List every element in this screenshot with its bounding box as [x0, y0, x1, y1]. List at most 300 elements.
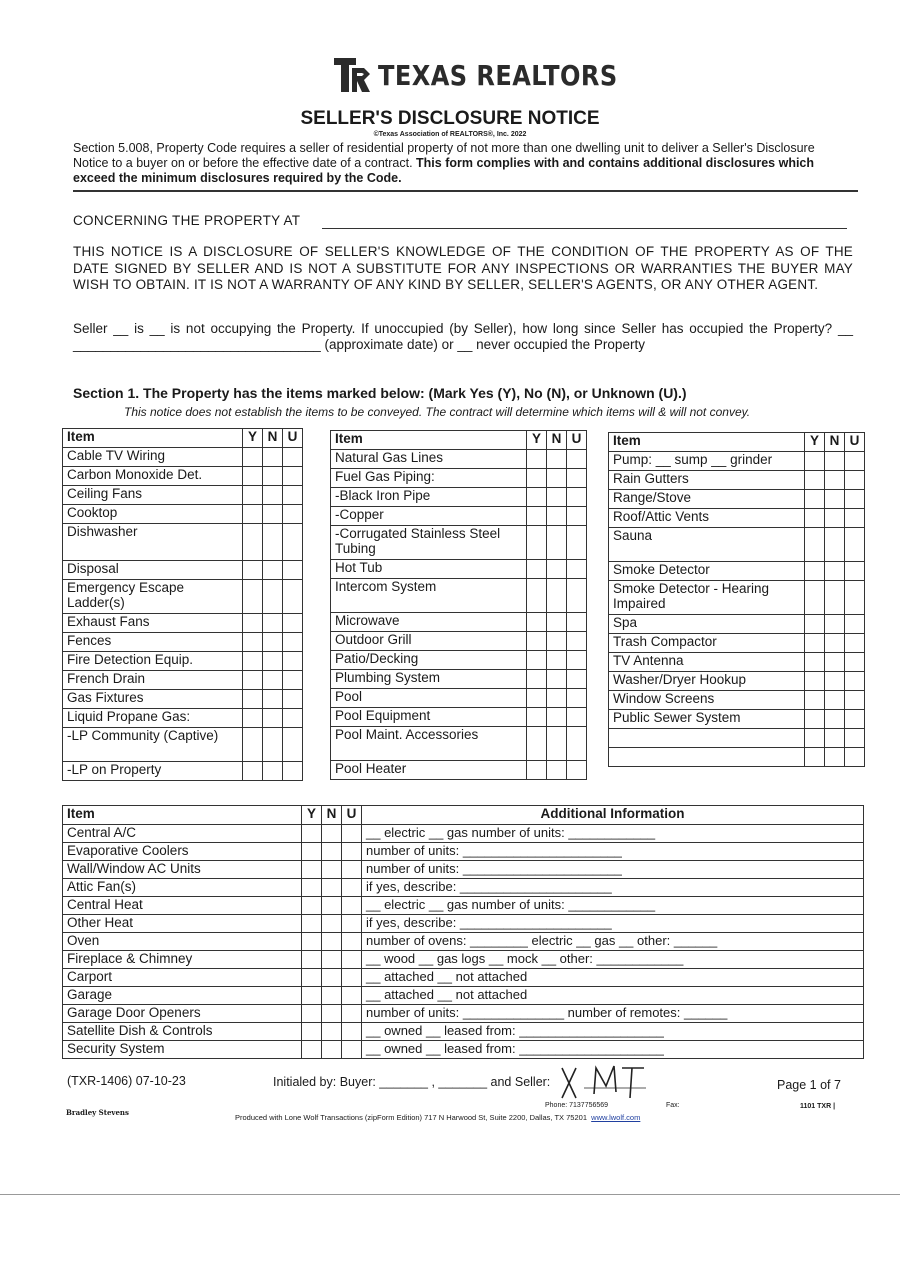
mark-y-cell[interactable] — [805, 729, 825, 748]
item-label: Carport — [63, 969, 302, 987]
mark-n-cell[interactable] — [322, 933, 342, 951]
mark-n-cell[interactable] — [547, 560, 567, 579]
header-rule — [73, 190, 858, 192]
mark-n-cell[interactable] — [322, 1023, 342, 1041]
mark-u-cell[interactable] — [283, 690, 303, 709]
mark-n-cell[interactable] — [547, 526, 567, 560]
mark-y-cell[interactable] — [527, 689, 547, 708]
mark-u-cell[interactable] — [567, 613, 587, 632]
table-row — [609, 452, 865, 471]
mark-n-cell[interactable] — [825, 653, 845, 672]
item-label: Fences — [63, 633, 243, 652]
table-row — [63, 969, 864, 987]
mark-u-cell[interactable] — [845, 748, 865, 767]
item-label: Smoke Detector - Hearing Impaired — [609, 581, 805, 615]
table-row — [63, 987, 864, 1005]
mark-y-cell[interactable] — [302, 1041, 322, 1059]
mark-n-cell[interactable] — [825, 634, 845, 653]
mark-u-cell[interactable] — [567, 689, 587, 708]
table-row — [63, 951, 864, 969]
table-row — [609, 615, 865, 634]
mark-n-cell[interactable] — [263, 486, 283, 505]
col-item: Item — [331, 431, 527, 450]
mark-y-cell[interactable] — [527, 632, 547, 651]
mark-u-cell[interactable] — [845, 509, 865, 528]
produced-text: Produced with Lone Wolf Transactions (zipForm Edition) 717 N Harwood St, Suite 2200, Dallas, TX 75201 — [235, 1113, 587, 1122]
mark-y-cell[interactable] — [527, 651, 547, 670]
mark-n-cell[interactable] — [263, 614, 283, 633]
mark-u-cell[interactable] — [567, 469, 587, 488]
property-address-field[interactable] — [322, 213, 847, 229]
mark-n-cell[interactable] — [263, 728, 283, 762]
mark-u-cell[interactable] — [845, 634, 865, 653]
mark-y-cell[interactable] — [527, 579, 547, 613]
mark-u-cell[interactable] — [567, 507, 587, 526]
mark-y-cell[interactable] — [527, 526, 547, 560]
mark-y-cell[interactable] — [302, 861, 322, 879]
item-label: Patio/Decking — [331, 651, 527, 670]
mark-n-cell[interactable] — [322, 897, 342, 915]
item-label: Emergency Escape Ladder(s) — [63, 580, 243, 614]
mark-y-cell[interactable] — [243, 614, 263, 633]
mark-u-cell[interactable] — [342, 1005, 362, 1023]
form-title: SELLER'S DISCLOSURE NOTICE — [300, 108, 600, 129]
mark-y-cell[interactable] — [243, 505, 263, 524]
col-n: N — [263, 429, 283, 448]
mark-u-cell[interactable] — [567, 632, 587, 651]
mark-y-cell[interactable] — [805, 710, 825, 729]
mark-y-cell[interactable] — [805, 615, 825, 634]
mark-y-cell[interactable] — [302, 843, 322, 861]
mark-n-cell[interactable] — [825, 490, 845, 509]
mark-u-cell[interactable] — [845, 528, 865, 562]
mark-n-cell[interactable] — [825, 672, 845, 691]
mark-u-cell[interactable] — [342, 969, 362, 987]
mark-y-cell[interactable] — [243, 728, 263, 762]
table-row — [609, 748, 865, 767]
mark-y-cell[interactable] — [243, 448, 263, 467]
item-label: -Black Iron Pipe — [331, 488, 527, 507]
mark-y-cell[interactable] — [302, 915, 322, 933]
mark-y-cell[interactable] — [527, 488, 547, 507]
mark-n-cell[interactable] — [322, 915, 342, 933]
mark-n-cell[interactable] — [263, 580, 283, 614]
realtors-logo-icon — [334, 58, 372, 92]
concerning-label: CONCERNING THE PROPERTY AT — [73, 213, 301, 228]
mark-y-cell[interactable] — [243, 671, 263, 690]
mark-n-cell[interactable] — [825, 471, 845, 490]
table-row — [609, 471, 865, 490]
mark-n-cell[interactable] — [263, 561, 283, 580]
mark-u-cell[interactable] — [342, 843, 362, 861]
table-row — [609, 528, 865, 562]
mark-n-cell[interactable] — [547, 579, 567, 613]
item-label: Pool Maint. Accessories — [331, 727, 527, 761]
mark-n-cell[interactable] — [322, 951, 342, 969]
table-row — [63, 1023, 864, 1041]
table-row — [63, 561, 303, 580]
additional-info[interactable]: number of units: ______________________ — [362, 861, 864, 879]
item-label: -LP on Property — [63, 762, 243, 781]
mark-y-cell[interactable] — [805, 672, 825, 691]
table-row — [331, 450, 587, 469]
table-row — [331, 579, 587, 613]
mark-y-cell[interactable] — [805, 509, 825, 528]
table-row — [63, 728, 303, 762]
mark-u-cell[interactable] — [283, 709, 303, 728]
mark-n-cell[interactable] — [547, 507, 567, 526]
lwolf-link[interactable]: www.lwolf.com — [591, 1113, 641, 1122]
mark-n-cell[interactable] — [263, 467, 283, 486]
additional-info[interactable]: if yes, describe: _____________________ — [362, 915, 864, 933]
col-item: Item — [63, 429, 243, 448]
item-label: Garage Door Openers — [63, 1005, 302, 1023]
mark-n-cell[interactable] — [825, 528, 845, 562]
produced-with — [235, 1113, 640, 1122]
item-label: Fuel Gas Piping: — [331, 469, 527, 488]
item-label: Other Heat — [63, 915, 302, 933]
mark-u-cell[interactable] — [342, 879, 362, 897]
mark-u-cell[interactable] — [283, 614, 303, 633]
mark-n-cell[interactable] — [263, 709, 283, 728]
mark-y-cell[interactable] — [805, 471, 825, 490]
mark-u-cell[interactable] — [567, 579, 587, 613]
mark-y-cell[interactable] — [527, 708, 547, 727]
item-label: Gas Fixtures — [63, 690, 243, 709]
item-label: Window Screens — [609, 691, 805, 710]
col-u: U — [845, 433, 865, 452]
item-label: Carbon Monoxide Det. — [63, 467, 243, 486]
mark-u-cell[interactable] — [567, 560, 587, 579]
mark-n-cell[interactable] — [825, 581, 845, 615]
table-row — [331, 469, 587, 488]
item-label: Garage — [63, 987, 302, 1005]
mark-u-cell[interactable] — [567, 450, 587, 469]
table-row — [331, 761, 587, 780]
mark-u-cell[interactable] — [342, 933, 362, 951]
mark-n-cell[interactable] — [825, 748, 845, 767]
mark-y-cell[interactable] — [805, 581, 825, 615]
intro-normal: Section 5.008, Property Code requires a seller of residential property of not more than one dwelling unit to deliver a Seller's Disclosure Notice to a buyer on or before the effective date of a contract. — [73, 141, 815, 170]
mark-y-cell[interactable] — [302, 987, 322, 1005]
mark-n-cell[interactable] — [322, 1005, 342, 1023]
item-label: Outdoor Grill — [331, 632, 527, 651]
table-row — [63, 1005, 864, 1023]
mark-y-cell[interactable] — [243, 633, 263, 652]
mark-n-cell[interactable] — [322, 861, 342, 879]
mark-u-cell[interactable] — [342, 987, 362, 1005]
mark-n-cell[interactable] — [825, 452, 845, 471]
col-n: N — [825, 433, 845, 452]
mark-n-cell[interactable] — [547, 450, 567, 469]
item-label: Satellite Dish & Controls — [63, 1023, 302, 1041]
table-row — [331, 651, 587, 670]
mark-y-cell[interactable] — [805, 691, 825, 710]
mark-u-cell[interactable] — [567, 526, 587, 560]
mark-y-cell[interactable] — [243, 486, 263, 505]
mark-y-cell[interactable] — [302, 879, 322, 897]
mark-y-cell[interactable] — [243, 709, 263, 728]
mark-u-cell[interactable] — [283, 524, 303, 561]
table-row — [331, 670, 587, 689]
mark-u-cell[interactable] — [283, 486, 303, 505]
mark-n-cell[interactable] — [547, 670, 567, 689]
notice-paragraph: THIS NOTICE IS A DISCLOSURE OF SELLER'S KNOWLEDGE OF THE CONDITION OF THE PROPERTY AS OF THE DATE SIGNED BY SELLER AND IS NOT A SUBSTITUTE FOR ANY INSPECTIONS OR WARRANTIES THE BUYER MAY WISH TO OBTAIN. IT IS NOT A WARRANTY OF ANY KIND BY SELLER, SELLER'S AGENTS, OR ANY OTHER AGENT. — [73, 244, 853, 292]
mark-u-cell[interactable] — [567, 651, 587, 670]
table-row — [63, 762, 303, 781]
mark-y-cell[interactable] — [805, 562, 825, 581]
texas-realtors-logo — [334, 58, 657, 92]
mark-n-cell[interactable] — [322, 879, 342, 897]
mark-y-cell[interactable] — [302, 897, 322, 915]
mark-u-cell[interactable] — [342, 1023, 362, 1041]
item-label: Cooktop — [63, 505, 243, 524]
mark-y-cell[interactable] — [302, 951, 322, 969]
mark-u-cell[interactable] — [342, 861, 362, 879]
table-row — [63, 633, 303, 652]
additional-info[interactable]: __ wood __ gas logs __ mock __ other: ____________ — [362, 951, 864, 969]
item-label — [609, 748, 805, 767]
table-row — [63, 486, 303, 505]
mark-u-cell[interactable] — [283, 561, 303, 580]
item-label: Public Sewer System — [609, 710, 805, 729]
mark-n-cell[interactable] — [547, 761, 567, 780]
item-label: Exhaust Fans — [63, 614, 243, 633]
table-row — [331, 526, 587, 560]
item-label: Trash Compactor — [609, 634, 805, 653]
mark-u-cell[interactable] — [567, 708, 587, 727]
col-y: Y — [243, 429, 263, 448]
table-row — [331, 560, 587, 579]
mark-y-cell[interactable] — [527, 670, 547, 689]
item-label: -LP Community (Captive) — [63, 728, 243, 762]
mark-y-cell[interactable] — [805, 528, 825, 562]
mark-y-cell[interactable] — [243, 652, 263, 671]
seller-initials-signature — [556, 1060, 646, 1100]
item-label: Roof/Attic Vents — [609, 509, 805, 528]
mark-u-cell[interactable] — [845, 729, 865, 748]
mark-u-cell[interactable] — [283, 580, 303, 614]
section1-note: This notice does not establish the items to be conveyed. The contract will determine which items will & will not convey. — [124, 405, 751, 419]
mark-y-cell[interactable] — [527, 761, 547, 780]
mark-n-cell[interactable] — [263, 448, 283, 467]
additional-info[interactable]: __ attached __ not attached — [362, 987, 864, 1005]
mark-n-cell[interactable] — [263, 690, 283, 709]
mark-y-cell[interactable] — [805, 653, 825, 672]
table-row — [63, 614, 303, 633]
item-label: -Copper — [331, 507, 527, 526]
agent-name: Bradley Stevens — [66, 1108, 129, 1117]
mark-y-cell[interactable] — [527, 560, 547, 579]
mark-u-cell[interactable] — [342, 915, 362, 933]
mark-y-cell[interactable] — [805, 634, 825, 653]
mark-u-cell[interactable] — [283, 448, 303, 467]
mark-y-cell[interactable] — [805, 748, 825, 767]
table-row — [63, 1041, 864, 1059]
mark-u-cell[interactable] — [845, 691, 865, 710]
mark-n-cell[interactable] — [322, 843, 342, 861]
table-row — [63, 690, 303, 709]
item-label: Pump: __ sump __ grinder — [609, 452, 805, 471]
mark-n-cell[interactable] — [825, 729, 845, 748]
col-item: Item — [609, 433, 805, 452]
fax-label: Fax: — [666, 1102, 680, 1109]
mark-u-cell[interactable] — [283, 762, 303, 781]
additional-info[interactable]: number of units: ______________ number of remotes: ______ — [362, 1005, 864, 1023]
phone-number: Phone: 7137756569 — [545, 1102, 609, 1109]
mark-u-cell[interactable] — [342, 1041, 362, 1059]
form-code: 1101 TXR | — [800, 1103, 836, 1110]
mark-u-cell[interactable] — [342, 951, 362, 969]
form-id: (TXR-1406) 07-10-23 — [67, 1074, 186, 1088]
mark-n-cell[interactable] — [547, 469, 567, 488]
mark-y-cell[interactable] — [527, 507, 547, 526]
mark-y-cell[interactable] — [243, 762, 263, 781]
col-n: N — [322, 806, 342, 825]
col-u: U — [342, 806, 362, 825]
mark-u-cell[interactable] — [283, 467, 303, 486]
mark-u-cell[interactable] — [342, 897, 362, 915]
table-row — [63, 671, 303, 690]
mark-u-cell[interactable] — [845, 452, 865, 471]
mark-n-cell[interactable] — [322, 969, 342, 987]
additional-info[interactable]: __ electric __ gas number of units: ____________ — [362, 825, 864, 843]
mark-u-cell[interactable] — [567, 727, 587, 761]
additional-info[interactable]: number of units: ______________________ — [362, 843, 864, 861]
item-label: Washer/Dryer Hookup — [609, 672, 805, 691]
items-table-2 — [330, 430, 587, 780]
item-label: Pool Equipment — [331, 708, 527, 727]
table-row — [609, 509, 865, 528]
mark-y-cell[interactable] — [527, 450, 547, 469]
mark-n-cell[interactable] — [547, 632, 567, 651]
additional-info[interactable]: __ attached __ not attached — [362, 969, 864, 987]
table-row — [609, 672, 865, 691]
mark-n-cell[interactable] — [825, 509, 845, 528]
mark-y-cell[interactable] — [805, 490, 825, 509]
mark-n-cell[interactable] — [263, 633, 283, 652]
table-row — [331, 507, 587, 526]
mark-n-cell[interactable] — [547, 689, 567, 708]
mark-y-cell[interactable] — [243, 467, 263, 486]
mark-y-cell[interactable] — [302, 825, 322, 843]
mark-n-cell[interactable] — [547, 488, 567, 507]
mark-n-cell[interactable] — [263, 524, 283, 561]
additional-info[interactable]: if yes, describe: _____________________ — [362, 879, 864, 897]
mark-u-cell[interactable] — [845, 562, 865, 581]
mark-y-cell[interactable] — [302, 969, 322, 987]
table-row — [609, 691, 865, 710]
item-label: Attic Fan(s) — [63, 879, 302, 897]
table-row — [63, 652, 303, 671]
items-table-1 — [62, 428, 303, 781]
mark-n-cell[interactable] — [825, 691, 845, 710]
mark-n-cell[interactable] — [825, 710, 845, 729]
mark-u-cell[interactable] — [283, 652, 303, 671]
table-row — [63, 879, 864, 897]
mark-n-cell[interactable] — [322, 987, 342, 1005]
mark-n-cell[interactable] — [547, 651, 567, 670]
mark-n-cell[interactable] — [263, 671, 283, 690]
mark-u-cell[interactable] — [567, 488, 587, 507]
table-row — [331, 613, 587, 632]
item-label: Central Heat — [63, 897, 302, 915]
item-label: Wall/Window AC Units — [63, 861, 302, 879]
mark-u-cell[interactable] — [845, 672, 865, 691]
mark-u-cell[interactable] — [342, 825, 362, 843]
additional-info[interactable]: __ owned __ leased from: ____________________ — [362, 1041, 864, 1059]
mark-n-cell[interactable] — [263, 762, 283, 781]
mark-n-cell[interactable] — [322, 825, 342, 843]
mark-u-cell[interactable] — [283, 671, 303, 690]
additional-info[interactable]: __ owned __ leased from: ____________________ — [362, 1023, 864, 1041]
mark-y-cell[interactable] — [302, 1005, 322, 1023]
additional-info[interactable]: number of ovens: ________ electric __ gas __ other: ______ — [362, 933, 864, 951]
mark-y-cell[interactable] — [302, 1023, 322, 1041]
mark-y-cell[interactable] — [243, 561, 263, 580]
mark-y-cell[interactable] — [243, 524, 263, 561]
mark-u-cell[interactable] — [283, 505, 303, 524]
brand-name: TEXAS REALTORS — [378, 58, 618, 92]
mark-n-cell[interactable] — [263, 505, 283, 524]
item-label: Oven — [63, 933, 302, 951]
mark-u-cell[interactable] — [845, 490, 865, 509]
mark-n-cell[interactable] — [825, 562, 845, 581]
table-row — [63, 933, 864, 951]
mark-n-cell[interactable] — [547, 613, 567, 632]
mark-u-cell[interactable] — [283, 633, 303, 652]
mark-y-cell[interactable] — [805, 452, 825, 471]
mark-n-cell[interactable] — [547, 727, 567, 761]
mark-y-cell[interactable] — [302, 933, 322, 951]
mark-y-cell[interactable] — [527, 613, 547, 632]
mark-u-cell[interactable] — [283, 728, 303, 762]
mark-y-cell[interactable] — [527, 469, 547, 488]
mark-n-cell[interactable] — [322, 1041, 342, 1059]
mark-u-cell[interactable] — [845, 615, 865, 634]
col-item: Item — [63, 806, 302, 825]
mark-n-cell[interactable] — [263, 652, 283, 671]
table-row — [63, 467, 303, 486]
mark-n-cell[interactable] — [547, 708, 567, 727]
mark-n-cell[interactable] — [825, 615, 845, 634]
mark-u-cell[interactable] — [567, 670, 587, 689]
mark-u-cell[interactable] — [845, 710, 865, 729]
page-number: Page 1 of 7 — [777, 1078, 841, 1092]
item-label: Central A/C — [63, 825, 302, 843]
item-label: Microwave — [331, 613, 527, 632]
mark-u-cell[interactable] — [845, 653, 865, 672]
mark-u-cell[interactable] — [567, 761, 587, 780]
item-label: Intercom System — [331, 579, 527, 613]
item-label: French Drain — [63, 671, 243, 690]
mark-u-cell[interactable] — [845, 471, 865, 490]
mark-u-cell[interactable] — [845, 581, 865, 615]
mark-y-cell[interactable] — [243, 580, 263, 614]
mark-y-cell[interactable] — [243, 690, 263, 709]
col-u: U — [283, 429, 303, 448]
item-label: TV Antenna — [609, 653, 805, 672]
table-row — [63, 825, 864, 843]
item-label: Range/Stove — [609, 490, 805, 509]
table-row — [63, 709, 303, 728]
intro-bold: This form complies with and contains additional disclosures which exceed the minimum disclosures required by the Code. — [73, 156, 815, 185]
table-row — [331, 689, 587, 708]
mark-y-cell[interactable] — [527, 727, 547, 761]
additional-info[interactable]: __ electric __ gas number of units: ____________ — [362, 897, 864, 915]
item-label: Fire Detection Equip. — [63, 652, 243, 671]
table-row — [63, 843, 864, 861]
